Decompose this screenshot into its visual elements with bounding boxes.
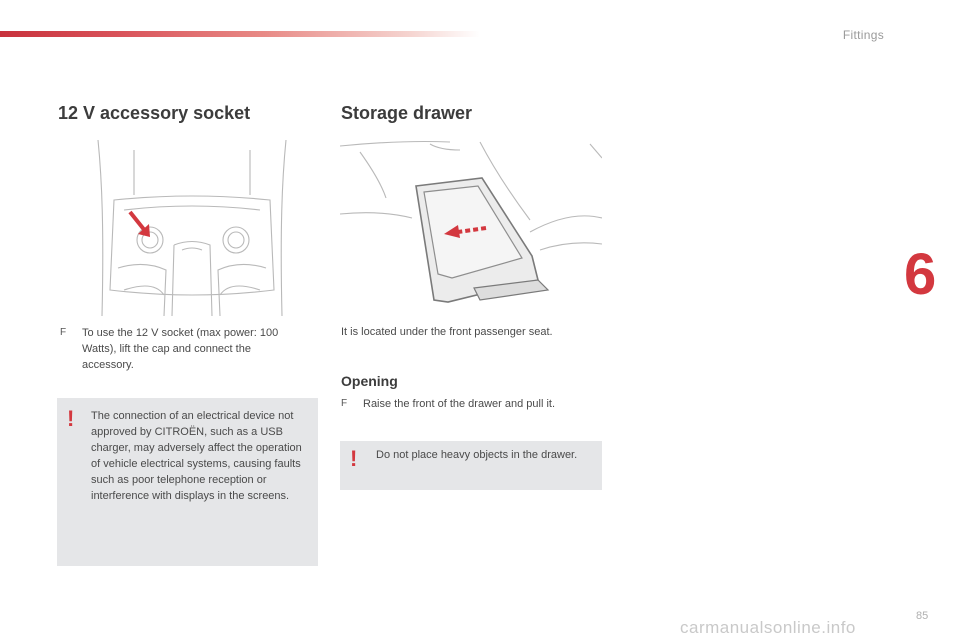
drawer-warning-text: Do not place heavy objects in the drawer. [376, 449, 578, 461]
exclamation-icon: ! [67, 406, 75, 431]
socket-arrow-icon [130, 212, 150, 237]
opening-subheading: Opening [341, 373, 398, 389]
socket-instruction [60, 325, 300, 373]
header-accent-bar [0, 31, 480, 37]
socket-title: 12 V accessory socket [58, 103, 251, 123]
drawer-warning-box [340, 441, 602, 490]
section-label: Fittings [842, 28, 884, 42]
socket-warning-text: The connection of an electrical device not approved by CITROËN, such as a USB charger, may adversely affect the operation of vehicle electrical systems, causing faults such as poor telephone reception or interference with displays in the screens. [91, 410, 302, 502]
bullet-f-icon: F [341, 398, 348, 409]
accessory-socket-illustration [94, 140, 290, 316]
chapter-number: 6 [904, 242, 937, 307]
drawer-location-text: It is located under the front passenger seat. [341, 326, 553, 338]
socket-warning-box [57, 398, 318, 566]
exclamation-icon: ! [350, 446, 358, 471]
socket-instruction-text: To use the 12 V socket (max power: 100 Watts), lift the cap and connect the accessory. [82, 327, 279, 371]
opening-instruction [341, 396, 601, 412]
storage-drawer-illustration [340, 140, 602, 312]
drawer-title: Storage drawer [341, 103, 473, 123]
watermark: carmanualsonline.info [680, 618, 856, 637]
page-number: 85 [916, 610, 929, 622]
opening-instruction-text: Raise the front of the drawer and pull it. [363, 398, 555, 410]
bullet-f-icon: F [60, 327, 67, 338]
